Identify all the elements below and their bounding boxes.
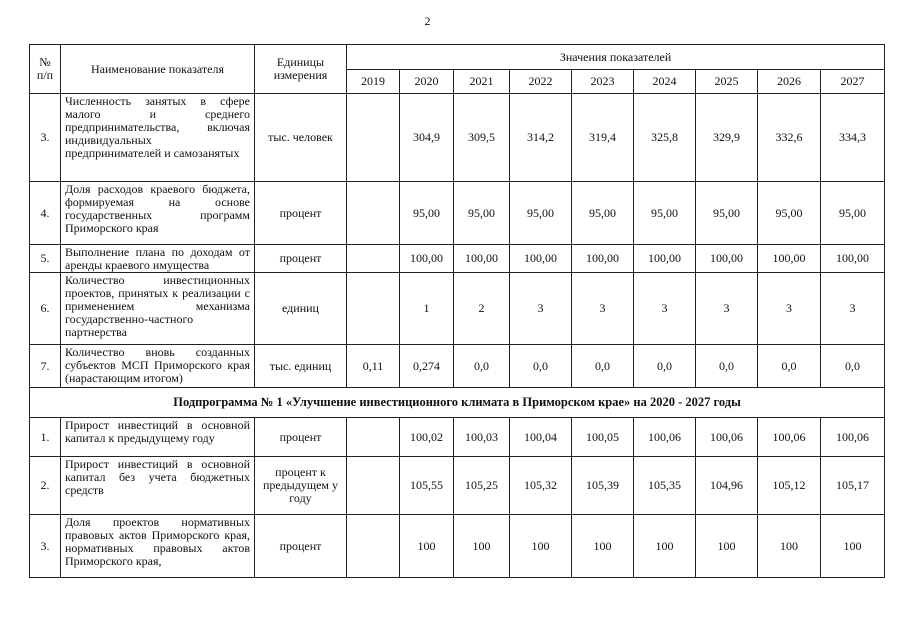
row-number: 1. xyxy=(30,418,61,457)
indicator-row-2 xyxy=(30,182,885,245)
value-2021: 100,00 xyxy=(454,245,510,273)
subprogram-title: Подпрограмма № 1 «Улучшение инвестиционного климата в Приморском крае» на 2020 - 2027 годы xyxy=(30,388,885,418)
value-2025: 95,00 xyxy=(696,182,758,245)
value-2022: 314,2 xyxy=(510,94,572,182)
indicator-name: Количество вновь созданных субъектов МСП Приморского края (нарастающим итогом) xyxy=(61,345,255,388)
indicator-name: Прирост инвестиций в основной капитал без учета бюджетных средств xyxy=(61,457,255,515)
value-2024: 100,00 xyxy=(634,245,696,273)
indicator-name: Доля расходов краевого бюджета, формируемая на основе государственных программ Приморского края xyxy=(61,182,255,245)
value-2026: 0,0 xyxy=(758,345,821,388)
value-2019 xyxy=(347,245,400,273)
subprogram-indicator-row-1 xyxy=(30,418,885,457)
unit-of-measure: процент к предыдущем у году xyxy=(255,457,347,515)
header-num: № п/п xyxy=(30,45,61,94)
subprogram-indicator-row-2 xyxy=(30,457,885,515)
value-2023: 3 xyxy=(572,273,634,345)
indicator-name: Количество инвестиционных проектов, принятых к реализации с применением механизма государственно-частного партнерства xyxy=(61,273,255,345)
row-number: 7. xyxy=(30,345,61,388)
indicators-table xyxy=(29,44,885,578)
value-2024: 105,35 xyxy=(634,457,696,515)
value-2027: 100,06 xyxy=(821,418,885,457)
unit-of-measure: процент xyxy=(255,245,347,273)
value-2027: 334,3 xyxy=(821,94,885,182)
value-2023: 319,4 xyxy=(572,94,634,182)
value-2026: 100 xyxy=(758,515,821,578)
unit-of-measure: тыс. человек xyxy=(255,94,347,182)
value-2026: 105,12 xyxy=(758,457,821,515)
subprogram-indicator-row-3 xyxy=(30,515,885,578)
header-year-2019: 2019 xyxy=(347,70,400,94)
row-number: 3. xyxy=(30,515,61,578)
value-2019 xyxy=(347,182,400,245)
value-2023: 100,05 xyxy=(572,418,634,457)
unit-of-measure: единиц xyxy=(255,273,347,345)
value-2024: 100 xyxy=(634,515,696,578)
value-2025: 0,0 xyxy=(696,345,758,388)
value-2020: 100,02 xyxy=(400,418,454,457)
header-unit: Единицы измерения xyxy=(255,45,347,94)
value-2026: 95,00 xyxy=(758,182,821,245)
indicator-row-3 xyxy=(30,245,885,273)
value-2022: 0,0 xyxy=(510,345,572,388)
value-2022: 100,00 xyxy=(510,245,572,273)
value-2021: 95,00 xyxy=(454,182,510,245)
value-2019: 0,11 xyxy=(347,345,400,388)
value-2022: 105,32 xyxy=(510,457,572,515)
value-2027: 95,00 xyxy=(821,182,885,245)
value-2025: 100,00 xyxy=(696,245,758,273)
value-2021: 100,03 xyxy=(454,418,510,457)
value-2025: 3 xyxy=(696,273,758,345)
value-2019 xyxy=(347,273,400,345)
value-2027: 105,17 xyxy=(821,457,885,515)
value-2022: 100 xyxy=(510,515,572,578)
value-2023: 0,0 xyxy=(572,345,634,388)
unit-of-measure: процент xyxy=(255,182,347,245)
header-name: Наименование показателя xyxy=(61,45,255,94)
value-2023: 95,00 xyxy=(572,182,634,245)
header-year-2021: 2021 xyxy=(454,70,510,94)
indicator-name: Доля проектов нормативных правовых актов Приморского края, нормативных правовых актов Приморского края, xyxy=(61,515,255,578)
value-2027: 3 xyxy=(821,273,885,345)
value-2021: 309,5 xyxy=(454,94,510,182)
value-2024: 325,8 xyxy=(634,94,696,182)
value-2024: 3 xyxy=(634,273,696,345)
header-year-2022: 2022 xyxy=(510,70,572,94)
value-2026: 100,00 xyxy=(758,245,821,273)
header-year-2020: 2020 xyxy=(400,70,454,94)
indicator-row-1 xyxy=(30,94,885,182)
value-2024: 0,0 xyxy=(634,345,696,388)
header-year-2023: 2023 xyxy=(572,70,634,94)
value-2022: 100,04 xyxy=(510,418,572,457)
value-2020: 95,00 xyxy=(400,182,454,245)
value-2023: 100 xyxy=(572,515,634,578)
value-2027: 100,00 xyxy=(821,245,885,273)
value-2025: 329,9 xyxy=(696,94,758,182)
value-2026: 100,06 xyxy=(758,418,821,457)
value-2019 xyxy=(347,418,400,457)
value-2021: 0,0 xyxy=(454,345,510,388)
indicator-name: Выполнение плана по доходам от аренды краевого имущества xyxy=(61,245,255,273)
value-2021: 2 xyxy=(454,273,510,345)
subprogram-row xyxy=(30,388,885,418)
row-number: 3. xyxy=(30,94,61,182)
header-values-group: Значения показателей xyxy=(347,45,885,70)
value-2023: 100,00 xyxy=(572,245,634,273)
header-year-2024: 2024 xyxy=(634,70,696,94)
value-2023: 105,39 xyxy=(572,457,634,515)
value-2020: 105,55 xyxy=(400,457,454,515)
value-2020: 1 xyxy=(400,273,454,345)
value-2027: 0,0 xyxy=(821,345,885,388)
value-2027: 100 xyxy=(821,515,885,578)
value-2020: 100,00 xyxy=(400,245,454,273)
row-number: 4. xyxy=(30,182,61,245)
indicator-row-5 xyxy=(30,345,885,388)
unit-of-measure: тыс. единиц xyxy=(255,345,347,388)
value-2025: 100 xyxy=(696,515,758,578)
indicator-name: Численность занятых в сфере малого и среднего предпринимательства, включая индивидуальных предпринимателей и самозанятых xyxy=(61,94,255,182)
value-2022: 95,00 xyxy=(510,182,572,245)
value-2021: 100 xyxy=(454,515,510,578)
row-number: 5. xyxy=(30,245,61,273)
header-year-2025: 2025 xyxy=(696,70,758,94)
value-2022: 3 xyxy=(510,273,572,345)
row-number: 2. xyxy=(30,457,61,515)
indicator-row-4 xyxy=(30,273,885,345)
value-2019 xyxy=(347,457,400,515)
value-2026: 3 xyxy=(758,273,821,345)
value-2021: 105,25 xyxy=(454,457,510,515)
value-2024: 95,00 xyxy=(634,182,696,245)
value-2019 xyxy=(347,94,400,182)
indicator-name: Прирост инвестиций в основной капитал к предыдущему году xyxy=(61,418,255,457)
header-year-2026: 2026 xyxy=(758,70,821,94)
value-2020: 0,274 xyxy=(400,345,454,388)
value-2024: 100,06 xyxy=(634,418,696,457)
unit-of-measure: процент xyxy=(255,418,347,457)
value-2025: 104,96 xyxy=(696,457,758,515)
header-year-2027: 2027 xyxy=(821,70,885,94)
value-2026: 332,6 xyxy=(758,94,821,182)
unit-of-measure: процент xyxy=(255,515,347,578)
value-2019 xyxy=(347,515,400,578)
row-number: 6. xyxy=(30,273,61,345)
value-2020: 304,9 xyxy=(400,94,454,182)
value-2025: 100,06 xyxy=(696,418,758,457)
value-2020: 100 xyxy=(400,515,454,578)
page-number: 2 xyxy=(424,14,431,28)
